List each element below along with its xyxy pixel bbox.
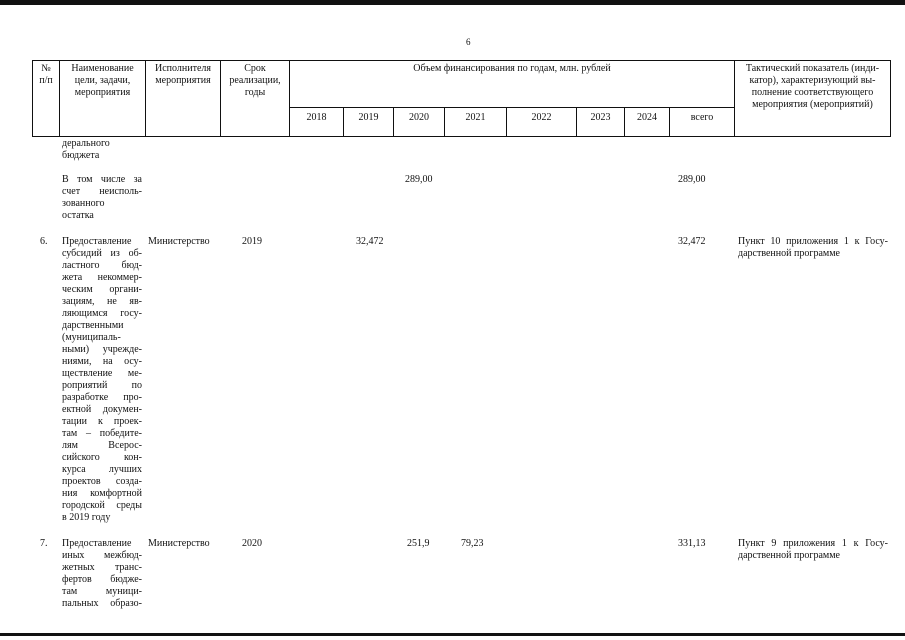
header-year-2020: 2020: [409, 112, 429, 123]
row-7-2021: 79,23: [461, 538, 484, 549]
indicator-line: Пункт 10 приложения 1 к Госу-: [738, 236, 888, 247]
top-border: [0, 0, 905, 5]
name-line: Предоставление: [62, 236, 132, 247]
row-0-name: [62, 138, 142, 162]
header-year-2023: 2023: [590, 112, 611, 123]
header-col-term: Срок реализации, годы: [229, 63, 281, 98]
name-line: ществление ме-: [62, 368, 142, 379]
header-col-executor: Исполнителя мероприятия: [155, 63, 211, 86]
row-7-executor: Министерство: [148, 538, 210, 549]
row-7-2020: 251,9: [407, 538, 430, 549]
name-line: разработке про-: [62, 392, 142, 403]
name-line: фертов бюдже-: [62, 574, 142, 585]
name-line: счет неисполь-: [62, 186, 142, 197]
name-line: ческим органи-: [62, 284, 142, 295]
row-7-total: 331,13: [678, 538, 706, 549]
name-line: ляющимся госу-: [62, 308, 142, 319]
header-line: [32, 136, 891, 137]
name-line: ектной докумен-: [62, 404, 142, 415]
name-line: зованного: [62, 198, 105, 209]
name-line: сийского кон-: [62, 452, 142, 463]
name-line: субсидий из об-: [62, 248, 142, 259]
name-line: ластного бюд-: [62, 260, 142, 271]
name-line: дерального: [62, 138, 110, 149]
row-6-executor: Министерство: [148, 236, 210, 247]
header-year-2021: 2021: [465, 112, 486, 123]
row-7-term: 2020: [242, 538, 262, 549]
row-1-total: 289,00: [678, 174, 706, 185]
header-col-indicator: Тактический показатель (инди- катор), характеризующий вы- полнение соответствующего мероприятия (мероприятий): [745, 63, 880, 110]
header-line: [890, 60, 891, 137]
table-header: [32, 60, 891, 137]
row-6-2019: 32,472: [356, 236, 384, 247]
name-line: дарственными: [62, 320, 124, 331]
name-line: там муници-: [62, 586, 142, 597]
name-line: ниями, на осу-: [62, 356, 142, 367]
name-line: ния комфортной: [62, 488, 142, 499]
row-6-indicator: [738, 236, 888, 260]
name-line: тации к проек-: [62, 416, 142, 427]
name-line: В том числе за: [62, 174, 142, 185]
header-year-2022: 2022: [531, 112, 552, 123]
name-line: (муниципаль-: [62, 332, 121, 343]
row-7-indicator: [738, 538, 888, 562]
row-6-name: [62, 236, 142, 524]
name-line: лям Всерос-: [62, 440, 142, 451]
header-year-2018: 2018: [306, 112, 327, 123]
name-line: городской среды: [62, 500, 142, 511]
header-year-total: всего: [690, 112, 714, 123]
name-line: Предоставление: [62, 538, 132, 549]
header-year-2019: 2019: [358, 112, 379, 123]
name-line: там – победите-: [62, 428, 142, 439]
name-line: зациям, не яв-: [62, 296, 142, 307]
name-line: пальных образо-: [62, 598, 142, 609]
row-1-2020: 289,00: [405, 174, 433, 185]
name-line: в 2019 году: [62, 512, 111, 523]
name-line: жета некоммер-: [62, 272, 142, 283]
row-7-name: [62, 538, 142, 610]
row-7-number: 7.: [40, 538, 48, 549]
header-year-2024: 2024: [637, 112, 657, 123]
row-6-number: 6.: [40, 236, 48, 247]
row-6-term: 2019: [242, 236, 262, 247]
name-line: жетных транс-: [62, 562, 142, 573]
header-line: [32, 60, 891, 61]
row-6-total: 32,472: [678, 236, 706, 247]
name-line: иных межбюд-: [62, 550, 142, 561]
indicator-line: Пункт 9 приложения 1 к Госу-: [738, 538, 888, 549]
name-line: бюджета: [62, 150, 100, 161]
header-col-name: Наименование цели, задачи, мероприятия: [71, 63, 134, 98]
name-line: роприятий по: [62, 380, 142, 391]
name-line: остатка: [62, 210, 94, 221]
indicator-line: дарственной программе: [738, 248, 840, 259]
page-number: 6: [466, 37, 471, 47]
header-col-funding: Объем финансирования по годам, млн. рублей: [413, 63, 611, 74]
header-col-number: № п/п: [39, 63, 53, 86]
name-line: ными) учрежде-: [62, 344, 142, 355]
name-line: курса лучших: [62, 464, 142, 475]
indicator-line: дарственной программе: [738, 550, 840, 561]
row-1-name: [62, 174, 142, 222]
bottom-border: [0, 633, 905, 636]
name-line: проектов созда-: [62, 476, 142, 487]
